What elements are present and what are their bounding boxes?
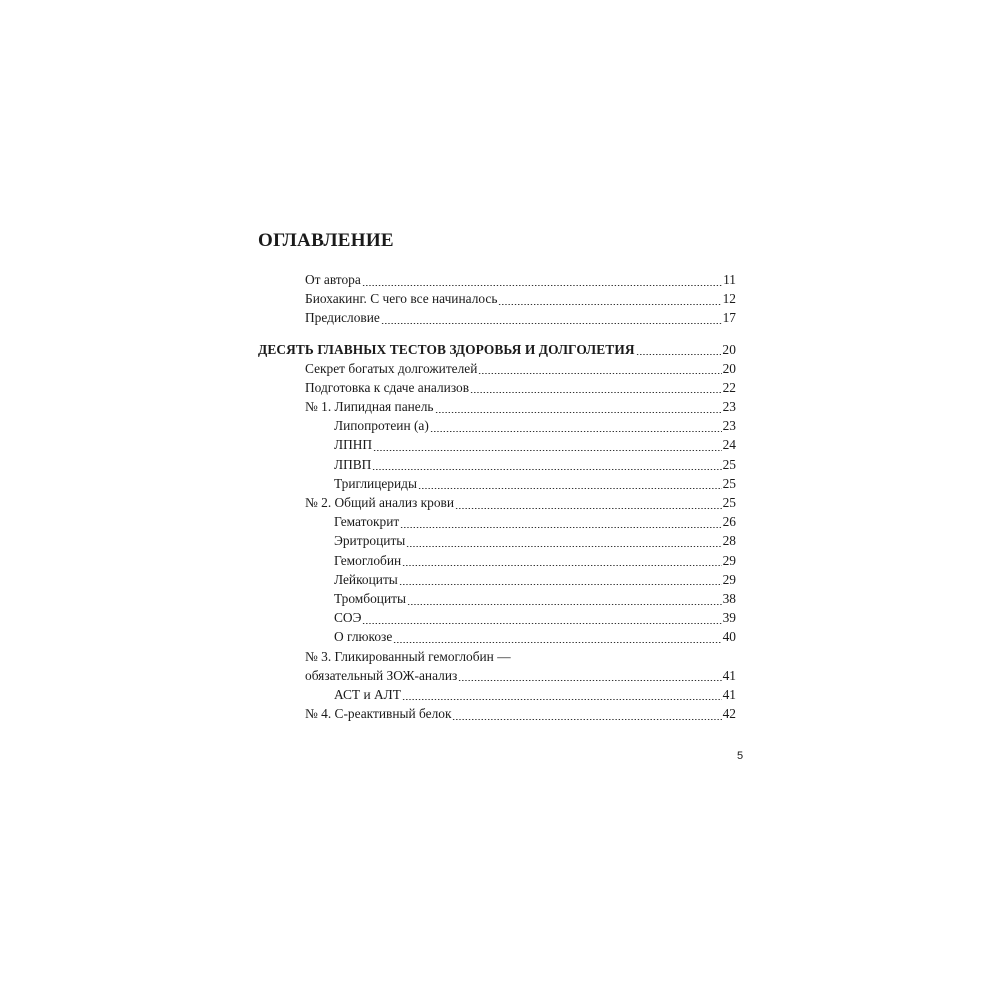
- page-title: ОГЛАВЛЕНИЕ: [258, 230, 394, 251]
- toc-entry-page: 40: [722, 629, 736, 645]
- toc-entry-label: Биохакинг. С чего все начиналось: [305, 291, 498, 307]
- toc-entry-page: 20: [722, 341, 736, 357]
- toc-entry-page: 23: [722, 399, 736, 415]
- dot-leader: [381, 308, 722, 327]
- toc-entry-page: 17: [722, 310, 736, 326]
- toc-subentry: [258, 627, 736, 646]
- toc-entry: [258, 270, 736, 289]
- toc-subentry: [258, 436, 736, 455]
- dot-leader: [362, 270, 722, 289]
- toc-entry-label: Лейкоциты: [334, 571, 398, 587]
- toc-subentry: [258, 551, 736, 570]
- toc-entry-page: 25: [722, 475, 736, 491]
- toc-entry: [258, 397, 736, 416]
- toc-entry-label: Эритроциты: [334, 533, 406, 549]
- toc-entry-page: 26: [722, 514, 736, 530]
- toc-entry-label: Секрет богатых долгожителей: [305, 360, 478, 376]
- toc-entry-label: ЛПНП: [334, 437, 373, 453]
- dot-leader: [399, 570, 722, 589]
- dot-leader: [435, 397, 722, 416]
- toc-entry-label: СОЭ: [334, 610, 362, 626]
- toc-entry-label: ДЕСЯТЬ ГЛАВНЫХ ТЕСТОВ ЗДОРОВЬЯ И ДОЛГОЛЕТИЯ: [258, 341, 635, 357]
- toc-entry: [258, 378, 736, 397]
- toc-entry-label: Гематокрит: [334, 514, 400, 530]
- toc-entry-label: № 2. Общий анализ крови: [305, 495, 455, 511]
- toc-entry-page: 23: [722, 418, 736, 434]
- toc-subentry: [258, 570, 736, 589]
- toc-subentry: [258, 455, 736, 474]
- toc-entry-label: Липопротеин (а): [334, 418, 429, 434]
- dot-leader: [402, 551, 721, 570]
- dot-leader: [362, 608, 721, 627]
- toc-subentry: [258, 531, 736, 550]
- toc-section-heading: [258, 340, 736, 359]
- dot-leader: [372, 455, 721, 474]
- toc-entry-page: 28: [722, 533, 736, 549]
- toc-subentry: [258, 589, 736, 608]
- toc-entry-page: 20: [722, 360, 736, 376]
- toc-entry-page: 38: [722, 590, 736, 606]
- table-of-contents: [258, 270, 736, 723]
- toc-entry: [258, 493, 736, 512]
- dot-leader: [455, 493, 722, 512]
- dot-leader: [402, 685, 722, 704]
- toc-entry-page: 29: [722, 571, 736, 587]
- page-number: 5: [737, 750, 744, 762]
- toc-entry-label: № 3. Гликированный гемоглобин —: [305, 648, 511, 664]
- toc-entry-label: обязательный ЗОЖ-анализ: [305, 667, 458, 683]
- toc-subentry: [258, 512, 736, 531]
- toc-entry: [258, 359, 736, 378]
- toc-entry-label: Триглицериды: [334, 475, 417, 491]
- dot-leader: [393, 627, 721, 646]
- toc-entry-label: Предисловие: [305, 310, 380, 326]
- toc-entry-page: 12: [722, 291, 736, 307]
- dot-leader: [478, 359, 721, 378]
- toc-entry-page: 29: [722, 552, 736, 568]
- toc-entry: [258, 704, 736, 723]
- toc-entry-label: № 1. Липидная панель: [305, 399, 434, 415]
- dot-leader: [400, 512, 721, 531]
- dot-leader: [636, 340, 722, 359]
- toc-entry: [258, 289, 736, 308]
- toc-entry-label: Подготовка к сдаче анализов: [305, 379, 470, 395]
- toc-entry-label: Тромбоциты: [334, 590, 406, 606]
- dot-leader: [406, 531, 721, 550]
- toc-entry: [258, 308, 736, 327]
- dot-leader: [373, 436, 722, 455]
- toc-entry: [258, 647, 736, 666]
- toc-entry-page: 42: [722, 706, 736, 722]
- toc-entry-page: 22: [722, 379, 736, 395]
- toc-entry-page: 41: [722, 686, 736, 702]
- dot-leader: [418, 474, 722, 493]
- toc-entry: [258, 666, 736, 685]
- toc-entry-label: Гемоглобин: [334, 552, 402, 568]
- toc-subentry: [258, 474, 736, 493]
- toc-entry-page: 25: [722, 495, 736, 511]
- toc-entry-page: 41: [722, 667, 736, 683]
- toc-entry-page: 39: [722, 610, 736, 626]
- toc-subentry: [258, 685, 736, 704]
- toc-entry-label: ЛПВП: [334, 456, 372, 472]
- toc-entry-label: О глюкозе: [334, 629, 393, 645]
- dot-leader: [407, 589, 722, 608]
- dot-leader: [430, 416, 722, 435]
- toc-entry-label: АСТ и АЛТ: [334, 686, 401, 702]
- toc-subentry: [258, 416, 736, 435]
- toc-entry-page: 11: [723, 271, 736, 287]
- toc-subentry: [258, 608, 736, 627]
- toc-entry-page: 24: [722, 437, 736, 453]
- dot-leader: [498, 289, 721, 308]
- dot-leader: [458, 666, 721, 685]
- dot-leader: [470, 378, 722, 397]
- toc-entry-label: От автора: [305, 271, 361, 287]
- toc-entry-label: № 4. С-реактивный белок: [305, 706, 452, 722]
- dot-leader: [452, 704, 721, 723]
- toc-entry-page: 25: [722, 456, 736, 472]
